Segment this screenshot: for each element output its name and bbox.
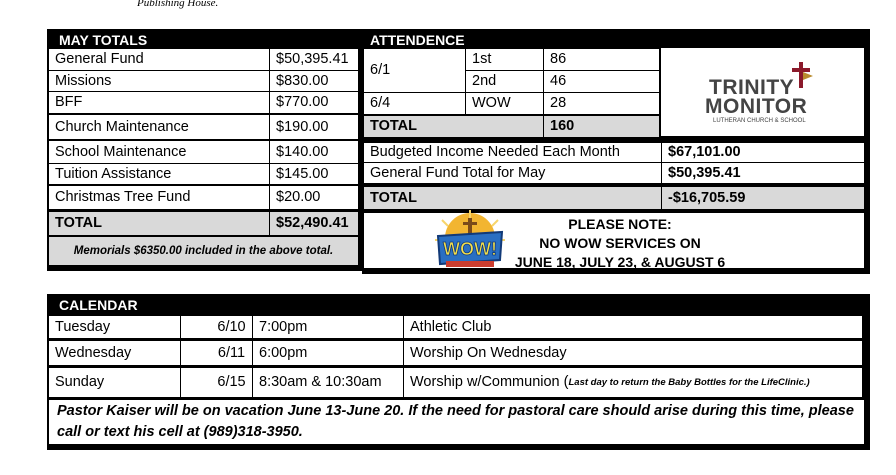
budget-general-label: General Fund Total for May (364, 163, 661, 183)
budget-needed-label: Budgeted Income Needed Each Month (364, 143, 661, 162)
calendar-event: Athletic Club (404, 316, 862, 338)
attendance-service: 2nd (466, 71, 543, 92)
may-row-label: Missions (49, 71, 269, 91)
logo-line2: MONITOR (705, 95, 808, 118)
may-row-label: Church Maintenance (49, 115, 269, 139)
may-row-label: Christmas Tree Fund (49, 186, 269, 209)
may-totals-header: MAY TOTALS (49, 31, 360, 48)
may-total-value: $52,490.41 (270, 212, 358, 235)
attendance-count: 28 (544, 93, 659, 114)
calendar-time: 7:00pm (253, 316, 403, 338)
may-total-label: TOTAL (49, 212, 269, 235)
top-note: Publishing House. (137, 0, 219, 9)
budget-needed-value: $67,101.00 (662, 143, 864, 162)
calendar-time: 6:00pm (253, 341, 403, 365)
calendar-event-cell (404, 368, 862, 397)
calendar-day: Sunday (49, 368, 180, 397)
cross-icon (787, 60, 817, 90)
budget-general-value: $50,395.41 (662, 163, 864, 183)
may-row-value: $50,395.41 (270, 49, 358, 70)
may-row-label: General Fund (49, 49, 269, 70)
may-row-label: Tuition Assistance (49, 164, 269, 184)
attendance-count: 46 (544, 71, 659, 92)
calendar-day: Tuesday (49, 316, 180, 338)
calendar-event: Worship w/Communion ( (410, 374, 569, 391)
wow-badge-text: WOW! (443, 239, 497, 259)
wow-note-line2: NO WOW SERVICES ON (539, 235, 701, 251)
wow-note-line1: PLEASE NOTE: (568, 216, 672, 232)
calendar-time: 8:30am & 10:30am (253, 368, 403, 397)
budget-total-label: TOTAL (364, 187, 661, 209)
may-row-value: $145.00 (270, 164, 358, 184)
attendance-header: ATTENDENCE (364, 31, 660, 48)
may-row-value: $190.00 (270, 115, 358, 139)
may-row-value: $830.00 (270, 71, 358, 91)
trinity-monitor-logo (705, 74, 829, 130)
wow-logo-icon (430, 210, 510, 270)
may-row-label: BFF (49, 92, 269, 113)
budget-total-value: -$16,705.59 (662, 187, 864, 209)
attendance-date: 6/4 (364, 93, 465, 114)
attendance-total-value: 160 (544, 116, 659, 137)
calendar-event: Worship On Wednesday (404, 341, 862, 365)
pastor-vacation-note: Pastor Kaiser will be on vacation June 13-June 20. If the need for pastoral care should arise during this time, please call or text his cell at (989)318-3950. (49, 400, 864, 444)
may-row-value: $20.00 (270, 186, 358, 209)
calendar-event-note: Last day to return the Baby Bottles for the LifeClinic.) (568, 376, 810, 388)
attendance-service: 1st (466, 49, 543, 70)
logo-cell (661, 48, 864, 136)
calendar-day: Wednesday (49, 341, 180, 365)
logo-line3: LUTHERAN CHURCH & SCHOOL (713, 118, 806, 124)
calendar-date: 6/10 (181, 316, 252, 338)
attendance-date: 6/1 (364, 49, 465, 92)
attendance-service: WOW (466, 93, 543, 114)
calendar-header: CALENDAR (49, 296, 866, 314)
attendance-total-label: TOTAL (364, 116, 543, 137)
calendar-date: 6/11 (181, 341, 252, 365)
logo-line1: TRINITY (709, 76, 795, 99)
attendance-header-right (661, 31, 866, 46)
attendance-count: 86 (544, 49, 659, 70)
memorials-note: Memorials $6350.00 included in the above total. (49, 237, 358, 265)
calendar-date: 6/15 (181, 368, 252, 397)
wow-note-line3: JUNE 18, JULY 23, & AUGUST 6 (514, 254, 726, 270)
may-row-label: School Maintenance (49, 141, 269, 163)
may-row-value: $770.00 (270, 92, 358, 113)
may-row-value: $140.00 (270, 141, 358, 163)
